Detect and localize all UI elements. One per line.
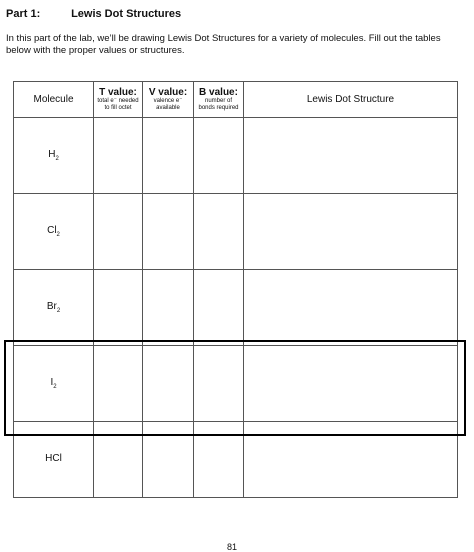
- molecule-symbol: Cl: [47, 225, 57, 236]
- page-heading: [6, 8, 181, 20]
- molecule-subscript: 2: [53, 384, 57, 390]
- col-header-t-value: [94, 82, 143, 118]
- t-value-desc-1: total e⁻ needed: [97, 98, 139, 104]
- t-value-title: T value:: [99, 87, 137, 98]
- molecule-symbol: HCl: [45, 453, 62, 464]
- highlight-box: [4, 340, 466, 436]
- b-value-cell[interactable]: [194, 270, 244, 346]
- lewis-structure-cell[interactable]: [244, 270, 458, 346]
- table-row: [14, 270, 458, 346]
- t-value-cell[interactable]: [94, 118, 143, 194]
- b-value-desc-2: bonds required: [198, 105, 239, 111]
- molecule-cell: [14, 194, 94, 270]
- molecule-symbol: I: [50, 377, 54, 388]
- b-value-cell[interactable]: [194, 118, 244, 194]
- col-header-molecule: [14, 82, 94, 118]
- molecule-subscript: 2: [55, 156, 59, 162]
- molecule-symbol: H: [48, 149, 56, 160]
- lewis-structure-cell[interactable]: [244, 118, 458, 194]
- v-value-title: V value:: [148, 87, 188, 98]
- table-row: [14, 194, 458, 270]
- col-header-lewis-structure: [244, 82, 458, 118]
- molecule-symbol: Br: [46, 301, 57, 312]
- t-value-cell[interactable]: [94, 270, 143, 346]
- col-header-b-value: [194, 82, 244, 118]
- t-value-desc-2: to fill octet: [104, 105, 132, 111]
- col-header-v-value: [143, 82, 194, 118]
- molecule-cell: [14, 270, 94, 346]
- molecule-cell: [14, 118, 94, 194]
- v-value-cell[interactable]: [143, 118, 194, 194]
- table-header-row: [14, 82, 458, 118]
- b-value-cell[interactable]: [194, 194, 244, 270]
- section-title: Lewis Dot Structures: [71, 8, 182, 20]
- v-value-desc-2: available: [156, 105, 180, 111]
- intro-paragraph: In this part of the lab, we’ll be drawing Lewis Dot Structures for a variety of molecules. Fill out the tables below with the proper values or structures.: [6, 33, 441, 56]
- v-value-desc-1: valence e⁻: [153, 98, 183, 104]
- v-value-cell[interactable]: [143, 270, 194, 346]
- page-number: 81: [227, 542, 238, 552]
- t-value-cell[interactable]: [94, 194, 143, 270]
- b-value-desc-1: number of: [204, 98, 232, 104]
- col-header-lewis-structure-label: Lewis Dot Structure: [306, 94, 395, 105]
- v-value-cell[interactable]: [143, 194, 194, 270]
- molecule-subscript: 2: [56, 308, 61, 314]
- col-header-molecule-label: Molecule: [33, 94, 74, 105]
- b-value-title: B value:: [199, 87, 238, 98]
- part-label: Part 1:: [6, 8, 41, 20]
- table-row: [14, 118, 458, 194]
- lewis-structure-cell[interactable]: [244, 194, 458, 270]
- molecule-subscript: 2: [56, 232, 60, 238]
